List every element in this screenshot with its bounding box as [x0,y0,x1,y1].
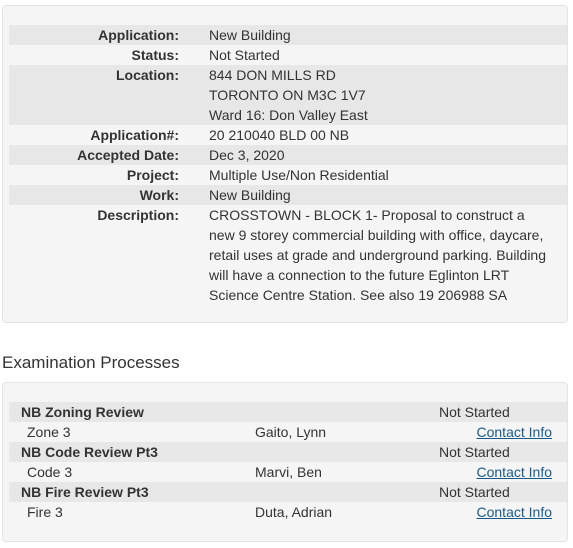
detail-value: New Building [209,27,291,43]
detail-label: Project: [126,167,179,183]
detail-label: Accepted Date: [77,147,179,163]
review-name: NB Code Review Pt3 [21,444,158,460]
review-detail-row [9,462,567,482]
detail-row-project [9,165,567,185]
detail-label: Application: [98,27,179,43]
detail-value: Dec 3, 2020 [209,147,285,163]
detail-label: Location: [116,67,179,83]
review-name: NB Zoning Review [21,404,144,420]
review-header-row [9,402,567,422]
detail-row-application [9,25,567,45]
review-status: Not Started [439,484,510,500]
detail-label: Description: [97,207,179,223]
review-header-row [9,442,567,462]
description-line: new 9 storey commercial building with office, daycare, [209,227,544,243]
location-line: Ward 16: Don Valley East [209,107,368,123]
detail-value: Not Started [209,47,280,63]
location-line: 844 DON MILLS RD [209,67,336,83]
description-line: Science Centre Station. See also 19 206988 SA [209,287,508,303]
review-examiner: Duta, Adrian [255,504,333,520]
review-group: Code 3 [27,464,73,480]
review-examiner: Gaito, Lynn [255,424,327,440]
contact-info-link[interactable]: Contact Info [476,504,552,520]
review-header-row [9,482,567,502]
application-details-panel [2,5,568,323]
description-line: CROSSTOWN - BLOCK 1- Proposal to construct a [209,207,525,223]
detail-row-description [9,205,567,305]
description-line: retail uses at grade and underground parking. Building [209,247,547,263]
detail-value: Multiple Use/Non Residential [209,167,389,183]
detail-label: Application#: [90,127,179,143]
detail-row-location [9,65,567,125]
detail-row-status [9,45,567,65]
contact-info-link[interactable]: Contact Info [476,464,552,480]
location-line: TORONTO ON M3C 1V7 [209,87,366,103]
description-line: will have a connection to the future Eglinton LRT [209,267,510,283]
section-title: Examination Processes [2,353,180,372]
detail-value: New Building [209,187,291,203]
detail-label: Work: [139,187,179,203]
review-status: Not Started [439,404,510,420]
detail-row-work [9,185,567,205]
review-status: Not Started [439,444,510,460]
review-examiner: Marvi, Ben [255,464,322,480]
review-name: NB Fire Review Pt3 [21,484,149,500]
review-group: Zone 3 [27,424,71,440]
review-group: Fire 3 [27,504,63,520]
detail-value: 20 210040 BLD 00 NB [209,127,350,143]
examination-processes-panel [2,382,568,542]
detail-value [209,205,561,305]
detail-row-application-number [9,125,567,145]
contact-info-link[interactable]: Contact Info [476,424,552,440]
detail-row-accepted-date [9,145,567,165]
detail-value [209,65,561,125]
detail-label: Status: [131,47,179,63]
review-detail-row [9,502,567,522]
review-detail-row [9,422,567,442]
